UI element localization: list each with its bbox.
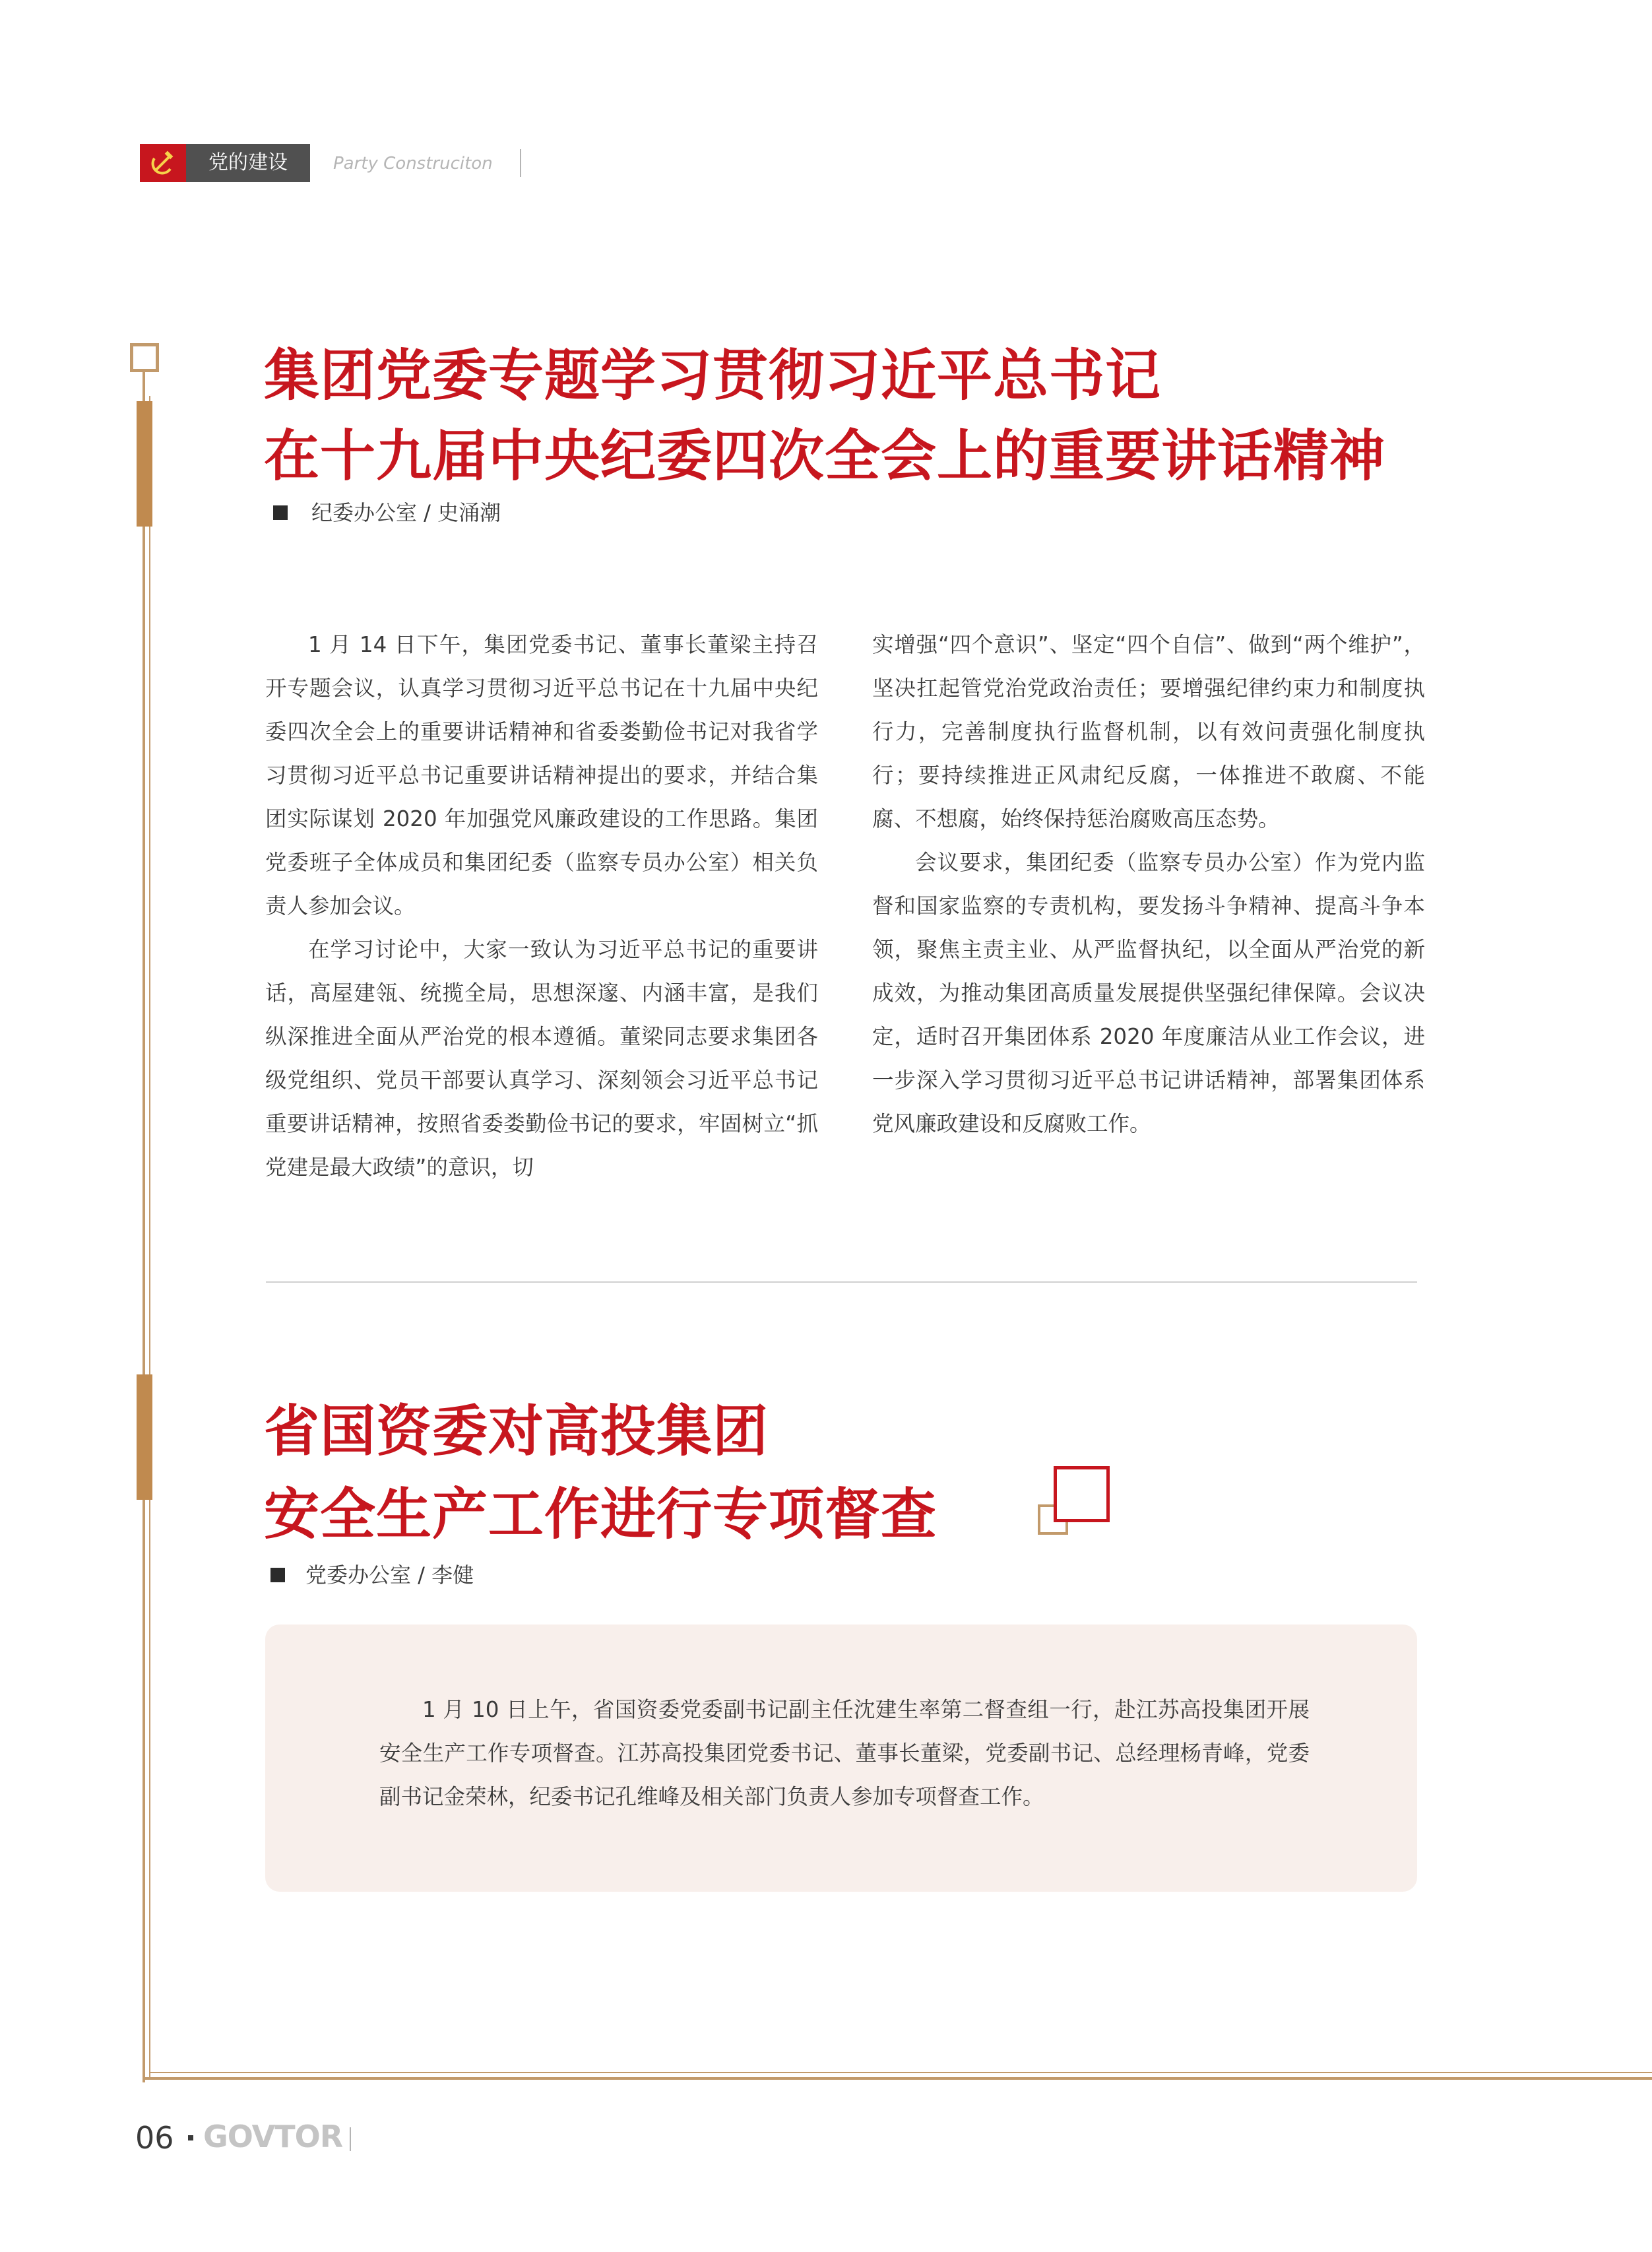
byline-square-icon	[273, 505, 288, 520]
emblem-box	[140, 144, 186, 182]
article1-paragraph: 会议要求，集团纪委（监察专员办公室）作为党内监督和国家监察的专责机构，要发扬斗争精神、提高斗争本领，聚焦主责主业、从严监督执纪，以全面从严治党的新成效，为推动集团高质量发展提供坚强纪律保障。会议决定，适时召开集团体系 2020 年度廉洁从业工作会议，进一步深入学习贯彻习近平总书记讲话精神，部署集团体系党风廉政建设和反腐败工作。	[872, 850, 1425, 1136]
section-english-label: Party Construciton	[333, 154, 493, 174]
footer-divider	[350, 2127, 351, 2151]
frame-accent-bar-top	[137, 401, 152, 527]
article1-paragraph: 1 月 14 日下午，集团党委书记、董事长董梁主持召开专题会议，认真学习贯彻习近平总书记在十九届中央纪委四次全会上的重要讲话精神和省委娄勤俭书记对我省学习贯彻习近平总书记重要讲话精神提出的要求，并结合集团实际谋划 2020 年加强党风廉政建设的工作思路。集团党委班子全体成员和集团纪委（监察专员办公室）相关负责人参加会议。	[265, 632, 818, 918]
frame-vertical-line-inner	[149, 396, 150, 2077]
article1-left-column	[265, 623, 818, 1189]
byline-square-icon	[270, 1568, 285, 1582]
article1-title-line1: 集团党委专题学习贯彻习近平总书记	[264, 343, 1162, 408]
article1-paragraph: 实增强“四个意识”、坚定“四个自信”、做到“两个维护”，坚决扛起管党治党政治责任；要增强纪律约束力和制度执行力，完善制度执行监督机制，以有效问责强化制度执行；要持续推进正风肃纪反腐，一体推进不敢腐、不能腐、不想腐，始终保持惩治腐败高压态势。	[872, 632, 1425, 831]
article1-paragraph: 在学习讨论中，大家一致认为习近平总书记的重要讲话，高屋建瓴、统揽全局，思想深邃、内涵丰富，是我们纵深推进全面从严治党的根本遵循。董梁同志要求集团各级党组织、党员干部要认真学习、深刻领会习近平总书记重要讲话精神，按照省委娄勤俭书记的要求，牢固树立“抓党建是最大政绩”的意识，切	[265, 937, 818, 1180]
article1-right-column	[872, 623, 1425, 1145]
article2-title-line1: 省国资委对高投集团	[264, 1399, 769, 1464]
publication-logo: GOVTOR	[203, 2119, 343, 2154]
article2-byline: 党委办公室 / 李健	[305, 1562, 474, 1588]
article1-byline: 纪委办公室 / 史涌潮	[311, 500, 501, 525]
frame-top-square	[130, 343, 159, 372]
article1-title-line2: 在十九届中央纪委四次全会上的重要讲话精神	[264, 424, 1386, 488]
title-decor-red-square	[1054, 1466, 1110, 1522]
frame-accent-bar-middle	[137, 1374, 152, 1500]
hammer-sickle-icon	[140, 144, 186, 182]
footer-dot	[188, 2135, 193, 2140]
section-label: 党的建设	[186, 144, 310, 182]
page-number: 06	[135, 2120, 174, 2156]
article2-paragraph: 1 月 10 日上午，省国资委党委副书记副主任沈建生率第二督查组一行，赴江苏高投集团开展安全生产工作专项督查。江苏高投集团党委书记、董事长董梁，党委副书记、总经理杨青峰，党委副书记金荣林，纪委书记孔维峰及相关部门负责人参加专项督查工作。	[379, 1697, 1310, 1809]
article2-body	[379, 1688, 1310, 1818]
header-divider	[520, 149, 521, 177]
frame-bottom-line	[143, 2077, 1652, 2080]
article2-title-line2: 安全生产工作进行专项督查	[264, 1482, 937, 1547]
frame-vertical-line	[143, 372, 145, 2082]
article-divider	[266, 1281, 1417, 1283]
frame-bottom-line-inner	[149, 2072, 1652, 2073]
